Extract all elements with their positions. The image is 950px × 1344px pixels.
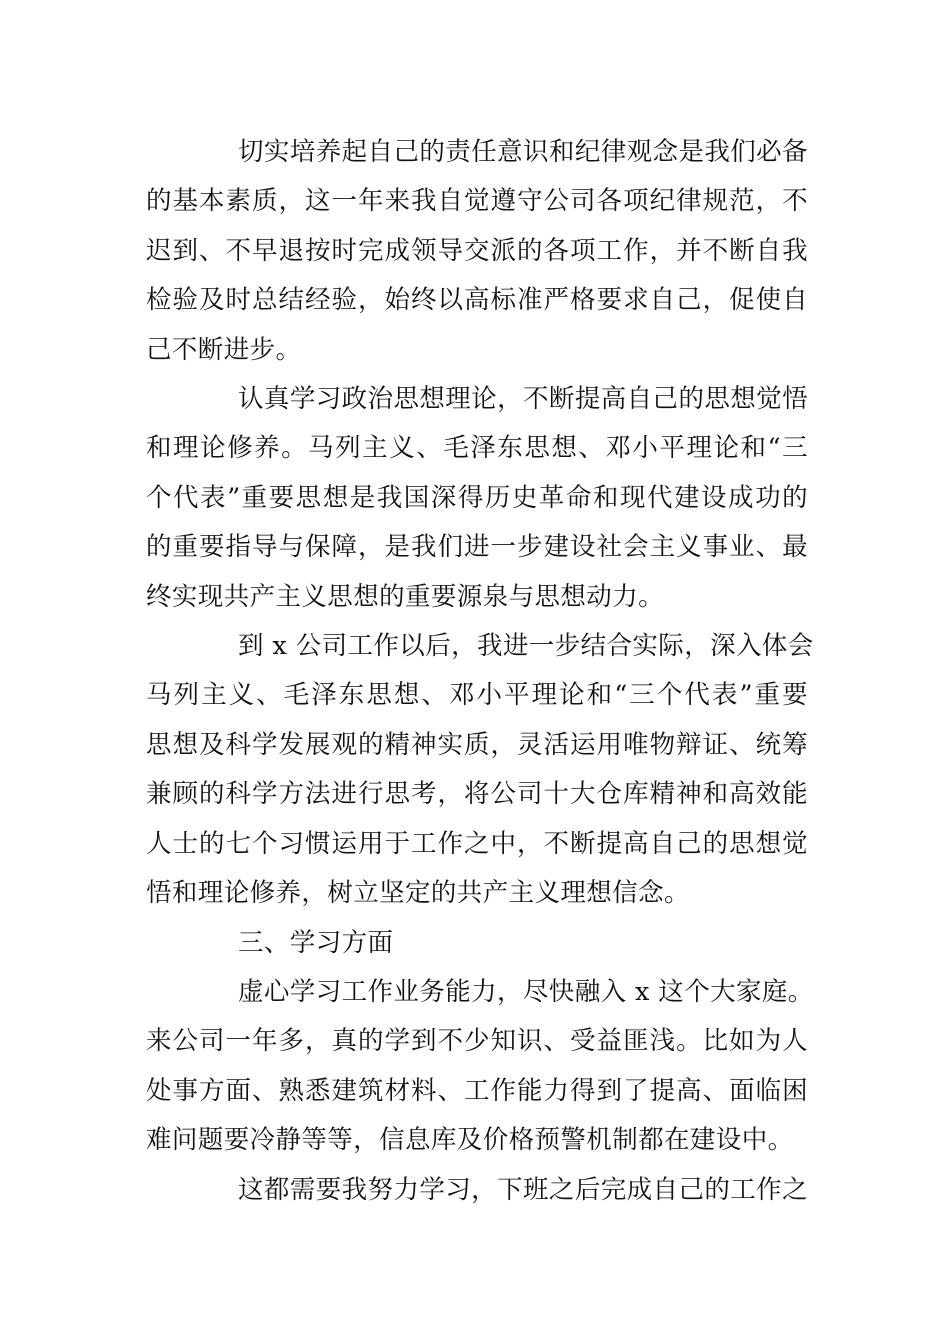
text-line: 和理论修养。马列主义、毛泽东思想、邓小平理论和“三 <box>146 433 808 464</box>
text-line: 这都需要我努力学习，下班之后完成自己的工作之 <box>238 1174 808 1205</box>
text-line: 己不断进步。 <box>146 334 302 365</box>
text-line: 认真学习政治思想理论，不断提高自己的思想觉悟 <box>238 384 808 415</box>
text-line: 迟到、不早退按时完成领导交派的各项工作，并不断自我 <box>146 235 808 266</box>
section-heading-study <box>146 919 808 968</box>
text-line: 来公司一年多，真的学到不少知识、受益匪浅。比如为人 <box>146 1026 808 1057</box>
text-line: 兼顾的科学方法进行思考，将公司十大仓库精神和高效能 <box>146 779 808 810</box>
section-heading: 三、学习方面 <box>238 927 394 958</box>
text-line: 到 x 公司工作以后，我进一步结合实际，深入体会 <box>238 631 814 662</box>
paragraph-business-learning <box>146 968 814 1166</box>
text-line: 的基本素质，这一年来我自觉遵守公司各项纪律规范，不 <box>146 186 808 217</box>
paragraph-theory-study <box>146 375 808 622</box>
text-line: 处事方面、熟悉建筑材料、工作能力得到了提高、面临困 <box>146 1075 808 1106</box>
paragraph-discipline <box>146 128 808 375</box>
text-line: 悟和理论修养，树立坚定的共产主义理想信念。 <box>146 878 690 909</box>
text-line: 马列主义、毛泽东思想、邓小平理论和“三个代表”重要 <box>146 680 808 711</box>
text-line: 难问题要冷静等等，信息库及价格预警机制都在建设中。 <box>146 1125 794 1156</box>
text-line: 人士的七个习惯运用于工作之中，不断提高自己的思想觉 <box>146 828 808 859</box>
text-line: 虚心学习工作业务能力，尽快融入 x 这个大家庭。 <box>238 976 814 1007</box>
text-line: 检验及时总结经验，始终以高标准严格要求自己，促使自 <box>146 285 808 316</box>
text-line: 切实培养起自己的责任意识和纪律观念是我们必备 <box>238 137 808 167</box>
text-line: 思想及科学发展观的精神实质，灵活运用唯物辩证、统筹 <box>146 729 808 760</box>
text-line: 的重要指导与保障，是我们进一步建设社会主义事业、最 <box>146 532 808 563</box>
paragraph-company-practice <box>146 622 814 918</box>
text-line: 终实现共产主义思想的重要源泉与思想动力。 <box>146 581 665 612</box>
text-line: 个代表”重要思想是我国深得历史革命和现代建设成功的 <box>146 482 808 513</box>
paragraph-effort <box>146 1166 808 1215</box>
document-body <box>146 128 814 1215</box>
